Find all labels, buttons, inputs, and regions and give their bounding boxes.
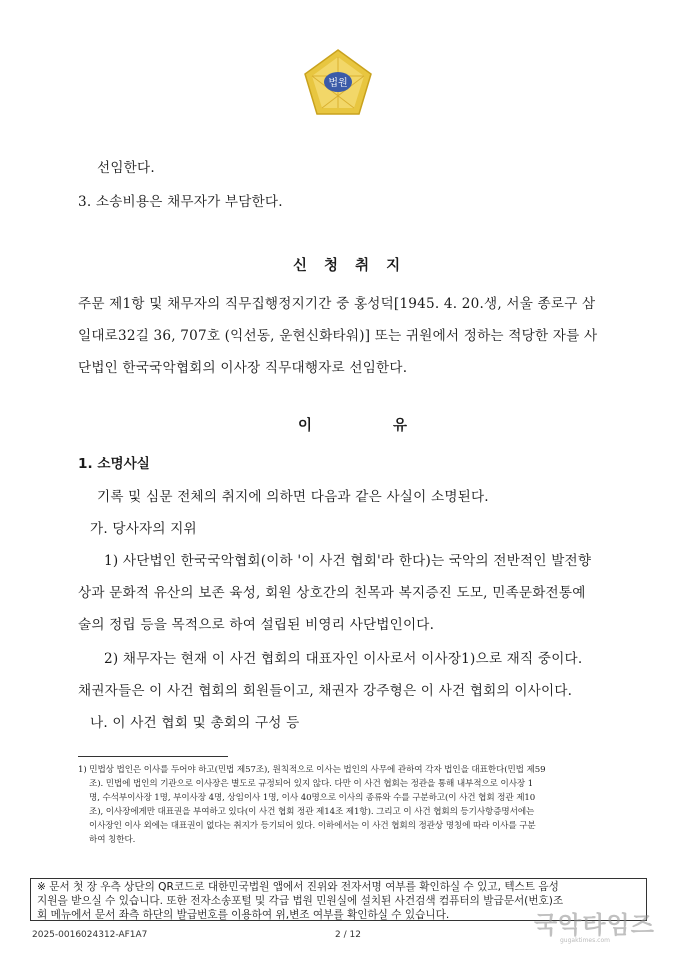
issue-number: 2025-0016024312-AF1A7 (32, 930, 148, 940)
seal-text: 법원 (328, 78, 348, 89)
notice-line: ※ 문서 첫 장 우측 상단의 QR코드로 대한민국법원 앱에서 진위와 전자서명 여부를 확인하실 수 있고, 텍스트 음성 (37, 881, 559, 893)
reasons-line: 2) 채무자는 현재 이 사건 협회의 대표자인 이사로서 이사장1)으로 재직 중이다. (104, 651, 583, 667)
footnote-line: 명, 수석부이사장 1명, 부이사장 4명, 상임이사 1명, 이사 40명으로 이사의 종류와 수를 구분하고(이 사건 협회 정관 제10 (89, 793, 536, 803)
order-item-3: 3. 소송비용은 채무자가 부담한다. (78, 194, 283, 210)
purpose-line: 일대로32길 36, 707호 (익선동, 운현신화타워)] 또는 귀원에서 정하는 적당한 자를 사 (78, 328, 598, 344)
section-title-facts: 1. 소명사실 (78, 456, 150, 472)
footnote-line: 이사장인 이사 외에는 대표권이 없다는 취지가 등기되어 있다. 이하에서는 이 사건 협회의 정관상 명칭에 따라 이사를 구분 (89, 821, 536, 831)
reasons-line: 가. 당사자의 지위 (90, 521, 197, 537)
footnote-line: 조), 이사장에게만 대표권을 부여하고 있다(이 사건 협회 정관 제14조 제1항). 그리고 이 사건 협회의 등기사항증명서에는 (89, 807, 535, 817)
footnote-rule (78, 756, 228, 757)
reasons-line: 1) 사단법인 한국국악협회(이하 '이 사건 협회'라 한다)는 국악의 전반적인 발전향 (104, 553, 592, 569)
watermark-url: gugaktimes.com (560, 937, 610, 944)
watermark-logo: 국악타임즈 (534, 911, 655, 939)
reasons-heading: 이 유 (298, 418, 446, 434)
footnote-line: 하여 칭한다. (89, 835, 136, 845)
purpose-line: 주문 제1항 및 채무자의 직무집행정지기간 중 홍성덕[1945. 4. 20.생, 서울 종로구 삼 (78, 296, 596, 312)
reasons-line: 채권자들은 이 사건 협회의 회원들이고, 채권자 강주형은 이 사건 협회의 이사이다. (78, 683, 573, 699)
order-continuation: 선임한다. (97, 160, 155, 176)
footnote-line: 1) 민법상 법인은 이사를 두어야 하고(민법 제57조), 원칙적으로 이사는 법인의 사무에 관하여 각자 법인을 대표한다(민법 제59 (78, 765, 546, 775)
purpose-line: 단법인 한국국악협회의 이사장 직무대행자로 선임한다. (78, 360, 408, 376)
notice-line: 회 메뉴에서 문서 좌측 하단의 발급번호를 이용하여 위,변조 여부를 확인하실 수 있습니다. (37, 909, 450, 921)
reasons-line: 상과 문화적 유산의 보존 육성, 회원 상호간의 친목과 복지증진 도모, 민족문화전통예 (78, 585, 586, 601)
court-seal-logo (303, 48, 373, 118)
reasons-line: 술의 정립 등을 목적으로 하여 설립된 비영리 사단법인이다. (78, 617, 435, 633)
reasons-line: 나. 이 사건 협회 및 총회의 구성 등 (90, 715, 300, 731)
footnote-line: 조). 민법에 법인의 기관으로 이사장은 별도로 규정되어 있지 않다. 다만 이 사건 협회는 정관을 통해 내부적으로 이사장 1 (89, 779, 534, 789)
notice-line: 지원을 받으실 수 있습니다. 또한 전자소송포털 및 각급 법원 민원실에 설치된 사건검색 컴퓨터의 발급문서(번호)조 (37, 895, 564, 907)
page-number: 2 / 12 (335, 930, 361, 940)
application-purpose-heading: 신 청 취 지 (293, 258, 407, 274)
reasons-line: 기록 및 심문 전체의 취지에 의하면 다음과 같은 사실이 소명된다. (97, 489, 489, 505)
